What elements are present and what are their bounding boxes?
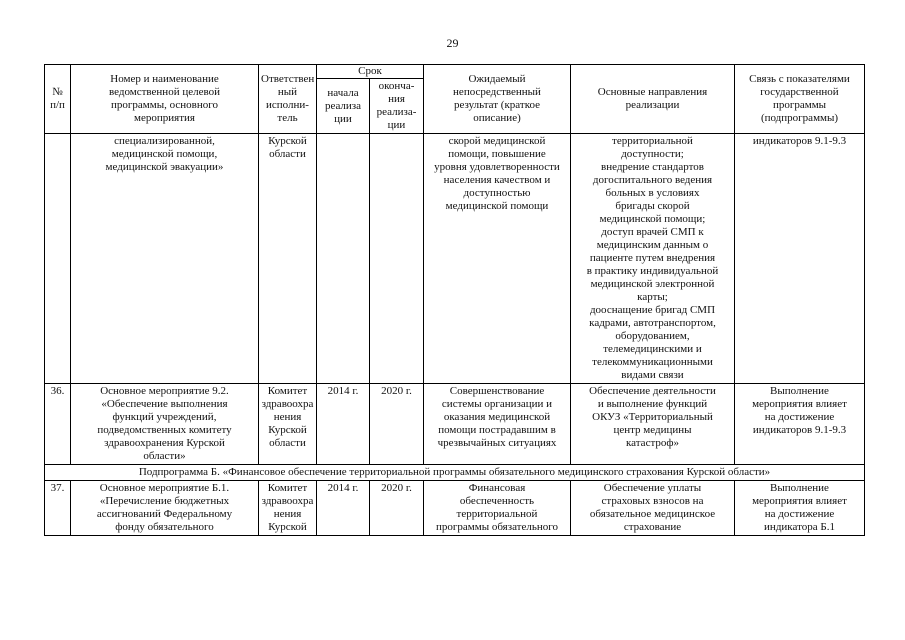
header-row-1 xyxy=(45,65,865,79)
row-name: специализированной, медицинской помощи, медицинской эвакуации» xyxy=(71,134,259,384)
subprogram-heading: Подпрограмма Б. «Финансовое обеспечение территориальной программы обязательного медицинского страхования Курской области» xyxy=(45,465,865,481)
table-row xyxy=(45,481,865,536)
header-name: Номер и наименование ведомственной целевой программы, основного мероприятия xyxy=(71,65,259,134)
row-name: Основное мероприятие 9.2. «Обеспечение выполнения функций учреждений, подведомственных комитету здравоохранения Курской области» xyxy=(71,384,259,465)
row-end xyxy=(370,134,424,384)
row-num xyxy=(45,134,71,384)
row-end: 2020 г. xyxy=(370,384,424,465)
row-link: индикаторов 9.1-9.3 xyxy=(735,134,865,384)
row-end: 2020 г. xyxy=(370,481,424,536)
header-term-start: начала реализа ции xyxy=(317,79,370,134)
header-link: Связь с показателями государственной программы (подпрограммы) xyxy=(735,65,865,134)
header-directions: Основные направления реализации xyxy=(571,65,735,134)
row-start: 2014 г. xyxy=(317,384,370,465)
row-directions: Обеспечение уплаты страховых взносов на обязательное медицинское страхование xyxy=(571,481,735,536)
row-responsible: Комитет здравоохра нения Курской области xyxy=(259,384,317,465)
row-directions: Обеспечение деятельности и выполнение функций ОКУЗ «Территориальный центр медицины катастроф» xyxy=(571,384,735,465)
row-expected: Совершенствование системы организации и оказания медицинской помощи пострадавшим в чрезвычайных ситуациях xyxy=(424,384,571,465)
header-term: Срок xyxy=(317,65,424,79)
header-expected: Ожидаемый непосредственный результат (краткое описание) xyxy=(424,65,571,134)
row-start xyxy=(317,134,370,384)
row-directions: территориальной доступности; внедрение стандартов догоспитального ведения больных в условиях бригады скорой медицинской помощи; доступ врачей СМП к медицинским данным о пациенте путем внедрения в практику индивидуальной медицинской электронной карты; дооснащение бригад СМП кадрами, автотранспортом, оборудованием, телемедицинскими и телекоммуникационными видами связи xyxy=(571,134,735,384)
row-num: 36. xyxy=(45,384,71,465)
row-link: Выполнение мероприятия влияет на достижение индикаторов 9.1-9.3 xyxy=(735,384,865,465)
subprogram-heading-row xyxy=(45,465,865,481)
table-row xyxy=(45,384,865,465)
row-num: 37. xyxy=(45,481,71,536)
program-table xyxy=(44,64,865,536)
table-row xyxy=(45,134,865,384)
row-responsible: Курской области xyxy=(259,134,317,384)
header-term-end: оконча- ния реализа- ции xyxy=(370,79,424,134)
page-number: 29 xyxy=(446,36,459,50)
row-expected: скорой медицинской помощи, повышение уровня удовлетворенности населения качеством и доступностью медицинской помощи xyxy=(424,134,571,384)
row-name: Основное мероприятие Б.1. «Перечисление бюджетных ассигнований Федеральному фонду обязательного xyxy=(71,481,259,536)
header-num: № п/п xyxy=(45,65,71,134)
header-responsible: Ответствен ный исполни- тель xyxy=(259,65,317,134)
row-start: 2014 г. xyxy=(317,481,370,536)
row-responsible: Комитет здравоохра нения Курской xyxy=(259,481,317,536)
row-link: Выполнение мероприятия влияет на достижение индикатора Б.1 xyxy=(735,481,865,536)
row-expected: Финансовая обеспеченность территориальной программы обязательного xyxy=(424,481,571,536)
